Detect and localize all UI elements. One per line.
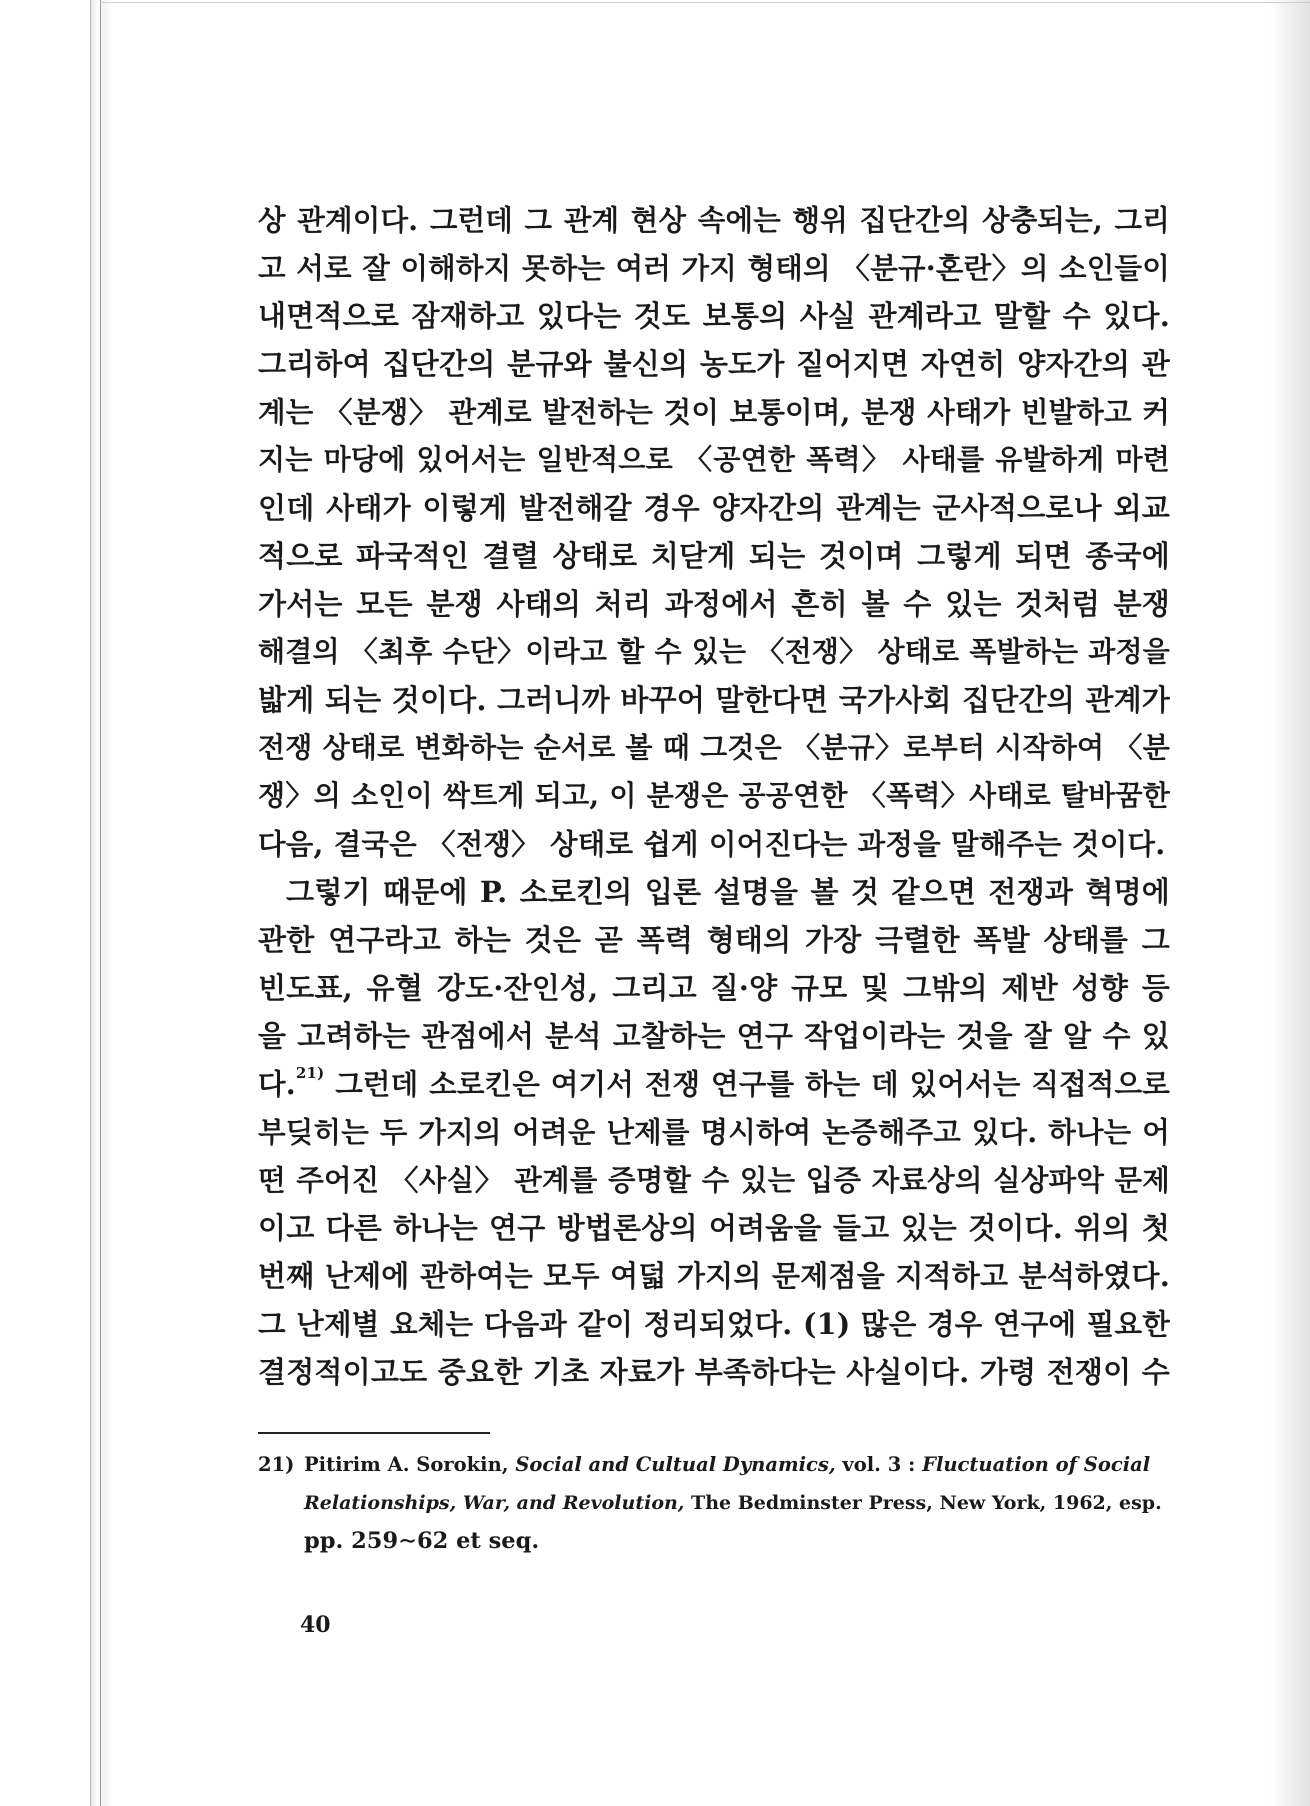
text-line: 부딪히는 두 가지의 어려운 난제를 명시하여 논증해주고 있다. 하나는 어	[258, 1115, 1170, 1149]
page-right-shadow	[1270, 0, 1310, 1806]
text-line: 지는 마당에 있어서는 일반적으로 〈공연한 폭력〉 사태를 유발하게 마련	[258, 443, 1170, 476]
page-top-edge	[100, 2, 1310, 3]
footnote-author: Pitirim A. Sorokin,	[304, 1453, 516, 1476]
text-line: 이고 다른 하나는 연구 방법론상의 어려움을 들고 있는 것이다. 위의 첫	[258, 1211, 1170, 1245]
text-line: 전쟁 상태로 변화하는 순서로 볼 때 그것은 〈분규〉로부터 시작하여 〈분	[258, 731, 1170, 764]
text-line: 밟게 되는 것이다. 그러니까 바꾸어 말한다면 국가사회 집단간의 관계가	[258, 683, 1170, 717]
footnote-divider	[258, 1432, 490, 1434]
text-line: 떤 주어진 〈사실〉 관계를 증명할 수 있는 입증 자료상의 실상파악 문제	[258, 1163, 1170, 1197]
footnote-title: Social and Cultual Dynamics,	[515, 1453, 836, 1476]
footnote-marker: 21)	[295, 1064, 325, 1082]
text-line: 빈도표, 유혈 강도·잔인성, 그리고 질·양 규모 및 그밖의 제반 성향 등	[258, 971, 1170, 1005]
text-line: 을 고려하는 관점에서 분석 고찰하는 연구 작업이라는 것을 잘 알 수 있	[258, 1019, 1170, 1053]
text-line: 가서는 모든 분쟁 사태의 처리 과정에서 흔히 볼 수 있는 것처럼 분쟁	[258, 587, 1170, 621]
footnote-pages: pp. 259∼62 et seq.	[304, 1528, 540, 1554]
footnote-publisher: The Bedminster Press, New York, 1962, esp.	[684, 1492, 1162, 1514]
page-number: 40	[300, 1612, 331, 1638]
footnote-number: 21)	[258, 1453, 295, 1476]
text-line: 그 난제별 요체는 다음과 같이 정리되었다. (1) 많은 경우 연구에 필요한	[258, 1307, 1170, 1341]
book-binding	[90, 0, 113, 1806]
text-fragment: 다.	[258, 1067, 296, 1101]
text-line: 관한 연구라고 하는 것은 곧 폭력 형태의 가장 극렬한 폭발 상태를 그	[258, 923, 1170, 957]
text-line: 내면적으로 잠재하고 있다는 것도 보통의 사실 관계라고 말할 수 있다.	[258, 299, 1170, 333]
footnote	[258, 1446, 1170, 1560]
text-line: 해결의 〈최후 수단〉이라고 할 수 있는 〈전쟁〉 상태로 폭발하는 과정을	[258, 635, 1170, 668]
footnote-volume: vol. 3 :	[835, 1453, 923, 1476]
text-fragment: 그런데 소로킨은 여기서 전쟁 연구를 하는 데 있어서는 직접적으로	[324, 1067, 1170, 1101]
text-line: 결정적이고도 중요한 기초 자료가 부족하다는 사실이다. 가령 전쟁이 수	[258, 1355, 1170, 1389]
footnote-line	[258, 1522, 1170, 1560]
text-line: 그리하여 집단간의 분규와 불신의 농도가 짙어지면 자연히 양자간의 관	[258, 347, 1170, 381]
text-line: 다음, 결국은 〈전쟁〉 상태로 쉽게 이어진다는 과정을 말해주는 것이다.	[258, 827, 1166, 861]
paragraph-start-line: 그렇기 때문에 P. 소로킨의 입론 설명을 볼 것 같으면 전쟁과 혁명에	[286, 875, 1170, 909]
footnote-subtitle-cont: Relationships, War, and Revolution,	[304, 1492, 685, 1514]
text-line: 번째 난제에 관하여는 모두 여덟 가지의 문제점을 지적하고 분석하였다.	[258, 1259, 1170, 1293]
footnote-line	[258, 1446, 1170, 1484]
footnote-subtitle: Fluctuation of Social	[922, 1453, 1151, 1476]
text-line-with-footnote	[258, 1060, 1170, 1108]
text-line: 인데 사태가 이렇게 발전해갈 경우 양자간의 관계는 군사적으로나 외교	[258, 491, 1170, 525]
text-line: 고 서로 잘 이해하지 못하는 여러 가지 형태의 〈분규·혼란〉의 소인들이	[258, 251, 1170, 285]
text-line: 계는 〈분쟁〉 관계로 발전하는 것이 보통이며, 분쟁 사태가 빈발하고 커	[258, 395, 1170, 429]
footnote-line	[258, 1484, 1170, 1522]
body-text	[258, 196, 1170, 1396]
text-line: 적으로 파국적인 결렬 상태로 치닫게 되는 것이며 그렇게 되면 종국에	[258, 539, 1170, 573]
text-line: 상 관계이다. 그런데 그 관계 현상 속에는 행위 집단간의 상충되는, 그리	[258, 203, 1170, 237]
text-line: 쟁〉의 소인이 싹트게 되고, 이 분쟁은 공공연한 〈폭력〉사태로 탈바꿈한	[258, 779, 1170, 812]
